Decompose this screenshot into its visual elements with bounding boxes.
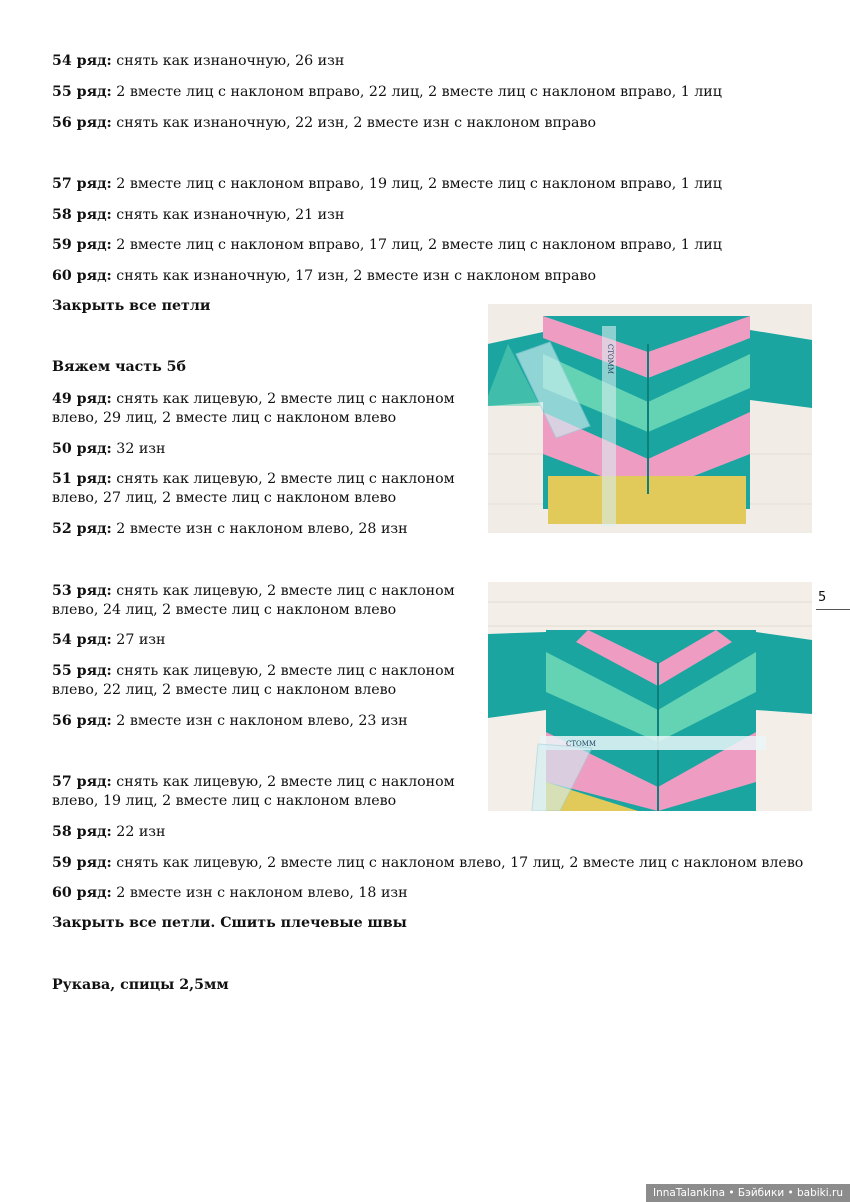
- row-line: 55 ряд: 2 вместе лиц с наклоном вправо, 22 лиц, 2 вместе лиц с наклоном вправо, 1 лиц: [52, 84, 722, 100]
- row-line: 58 ряд: снять как изнаночную, 21 изн: [52, 207, 345, 223]
- row-line: 50 ряд: 32 изн: [52, 441, 166, 457]
- row-line: 54 ряд: 27 изн: [52, 632, 166, 648]
- sweater-photo-2: [488, 582, 812, 811]
- row-line: 56 ряд: снять как изнаночную, 22 изн, 2 вместе изн с наклоном вправо: [52, 115, 596, 131]
- row-line: 56 ряд: 2 вместе изн с наклоном влево, 23 изн: [52, 713, 408, 729]
- close-loops-shoulder-heading: Закрыть все петли. Сшить плечевые швы: [52, 915, 407, 931]
- ruler-label: СТОММ: [566, 740, 597, 748]
- sweater-photo-1: [488, 304, 812, 533]
- row-line: 58 ряд: 22 изн: [52, 824, 166, 840]
- close-loops-heading: Закрыть все петли: [52, 298, 211, 314]
- row-line-continued: влево, 27 лиц, 2 вместе лиц с наклоном влево: [52, 490, 397, 506]
- row-line: 59 ряд: снять как лицевую, 2 вместе лиц с наклоном влево, 17 лиц, 2 вместе лиц с наклоном влево: [52, 855, 804, 871]
- row-line: 57 ряд: 2 вместе лиц с наклоном вправо, 19 лиц, 2 вместе лиц с наклоном вправо, 1 лиц: [52, 176, 722, 192]
- row-line-continued: влево, 22 лиц, 2 вместе лиц с наклоном влево: [52, 682, 397, 698]
- row-line: 52 ряд: 2 вместе изн с наклоном влево, 28 изн: [52, 521, 408, 537]
- page-number-rule: [816, 609, 850, 610]
- row-line: 57 ряд: снять как лицевую, 2 вместе лиц с наклоном: [52, 774, 455, 790]
- row-line-continued: влево, 24 лиц, 2 вместе лиц с наклоном влево: [52, 602, 397, 618]
- row-line: 54 ряд: снять как изнаночную, 26 изн: [52, 53, 345, 69]
- row-line: 49 ряд: снять как лицевую, 2 вместе лиц с наклоном: [52, 391, 455, 407]
- watermark: InnaTalankina • Бэйбики • babiki.ru: [646, 1184, 850, 1202]
- page-number: 5: [818, 590, 827, 605]
- row-line: 59 ряд: 2 вместе лиц с наклоном вправо, 17 лиц, 2 вместе лиц с наклоном вправо, 1 лиц: [52, 237, 722, 253]
- part-5b-heading: Вяжем часть 5б: [52, 359, 186, 375]
- row-line: 60 ряд: 2 вместе изн с наклоном влево, 18 изн: [52, 885, 408, 901]
- row-line: 51 ряд: снять как лицевую, 2 вместе лиц с наклоном: [52, 471, 455, 487]
- ruler-label: СТОММ: [606, 344, 614, 375]
- sleeves-heading: Рукава, спицы 2,5мм: [52, 977, 229, 993]
- row-line: 60 ряд: снять как изнаночную, 17 изн, 2 вместе изн с наклоном вправо: [52, 268, 596, 284]
- row-line: 53 ряд: снять как лицевую, 2 вместе лиц с наклоном: [52, 583, 455, 599]
- row-line-continued: влево, 29 лиц, 2 вместе лиц с наклоном влево: [52, 410, 397, 426]
- row-line-continued: влево, 19 лиц, 2 вместе лиц с наклоном влево: [52, 793, 397, 809]
- row-line: 55 ряд: снять как лицевую, 2 вместе лиц с наклоном: [52, 663, 455, 679]
